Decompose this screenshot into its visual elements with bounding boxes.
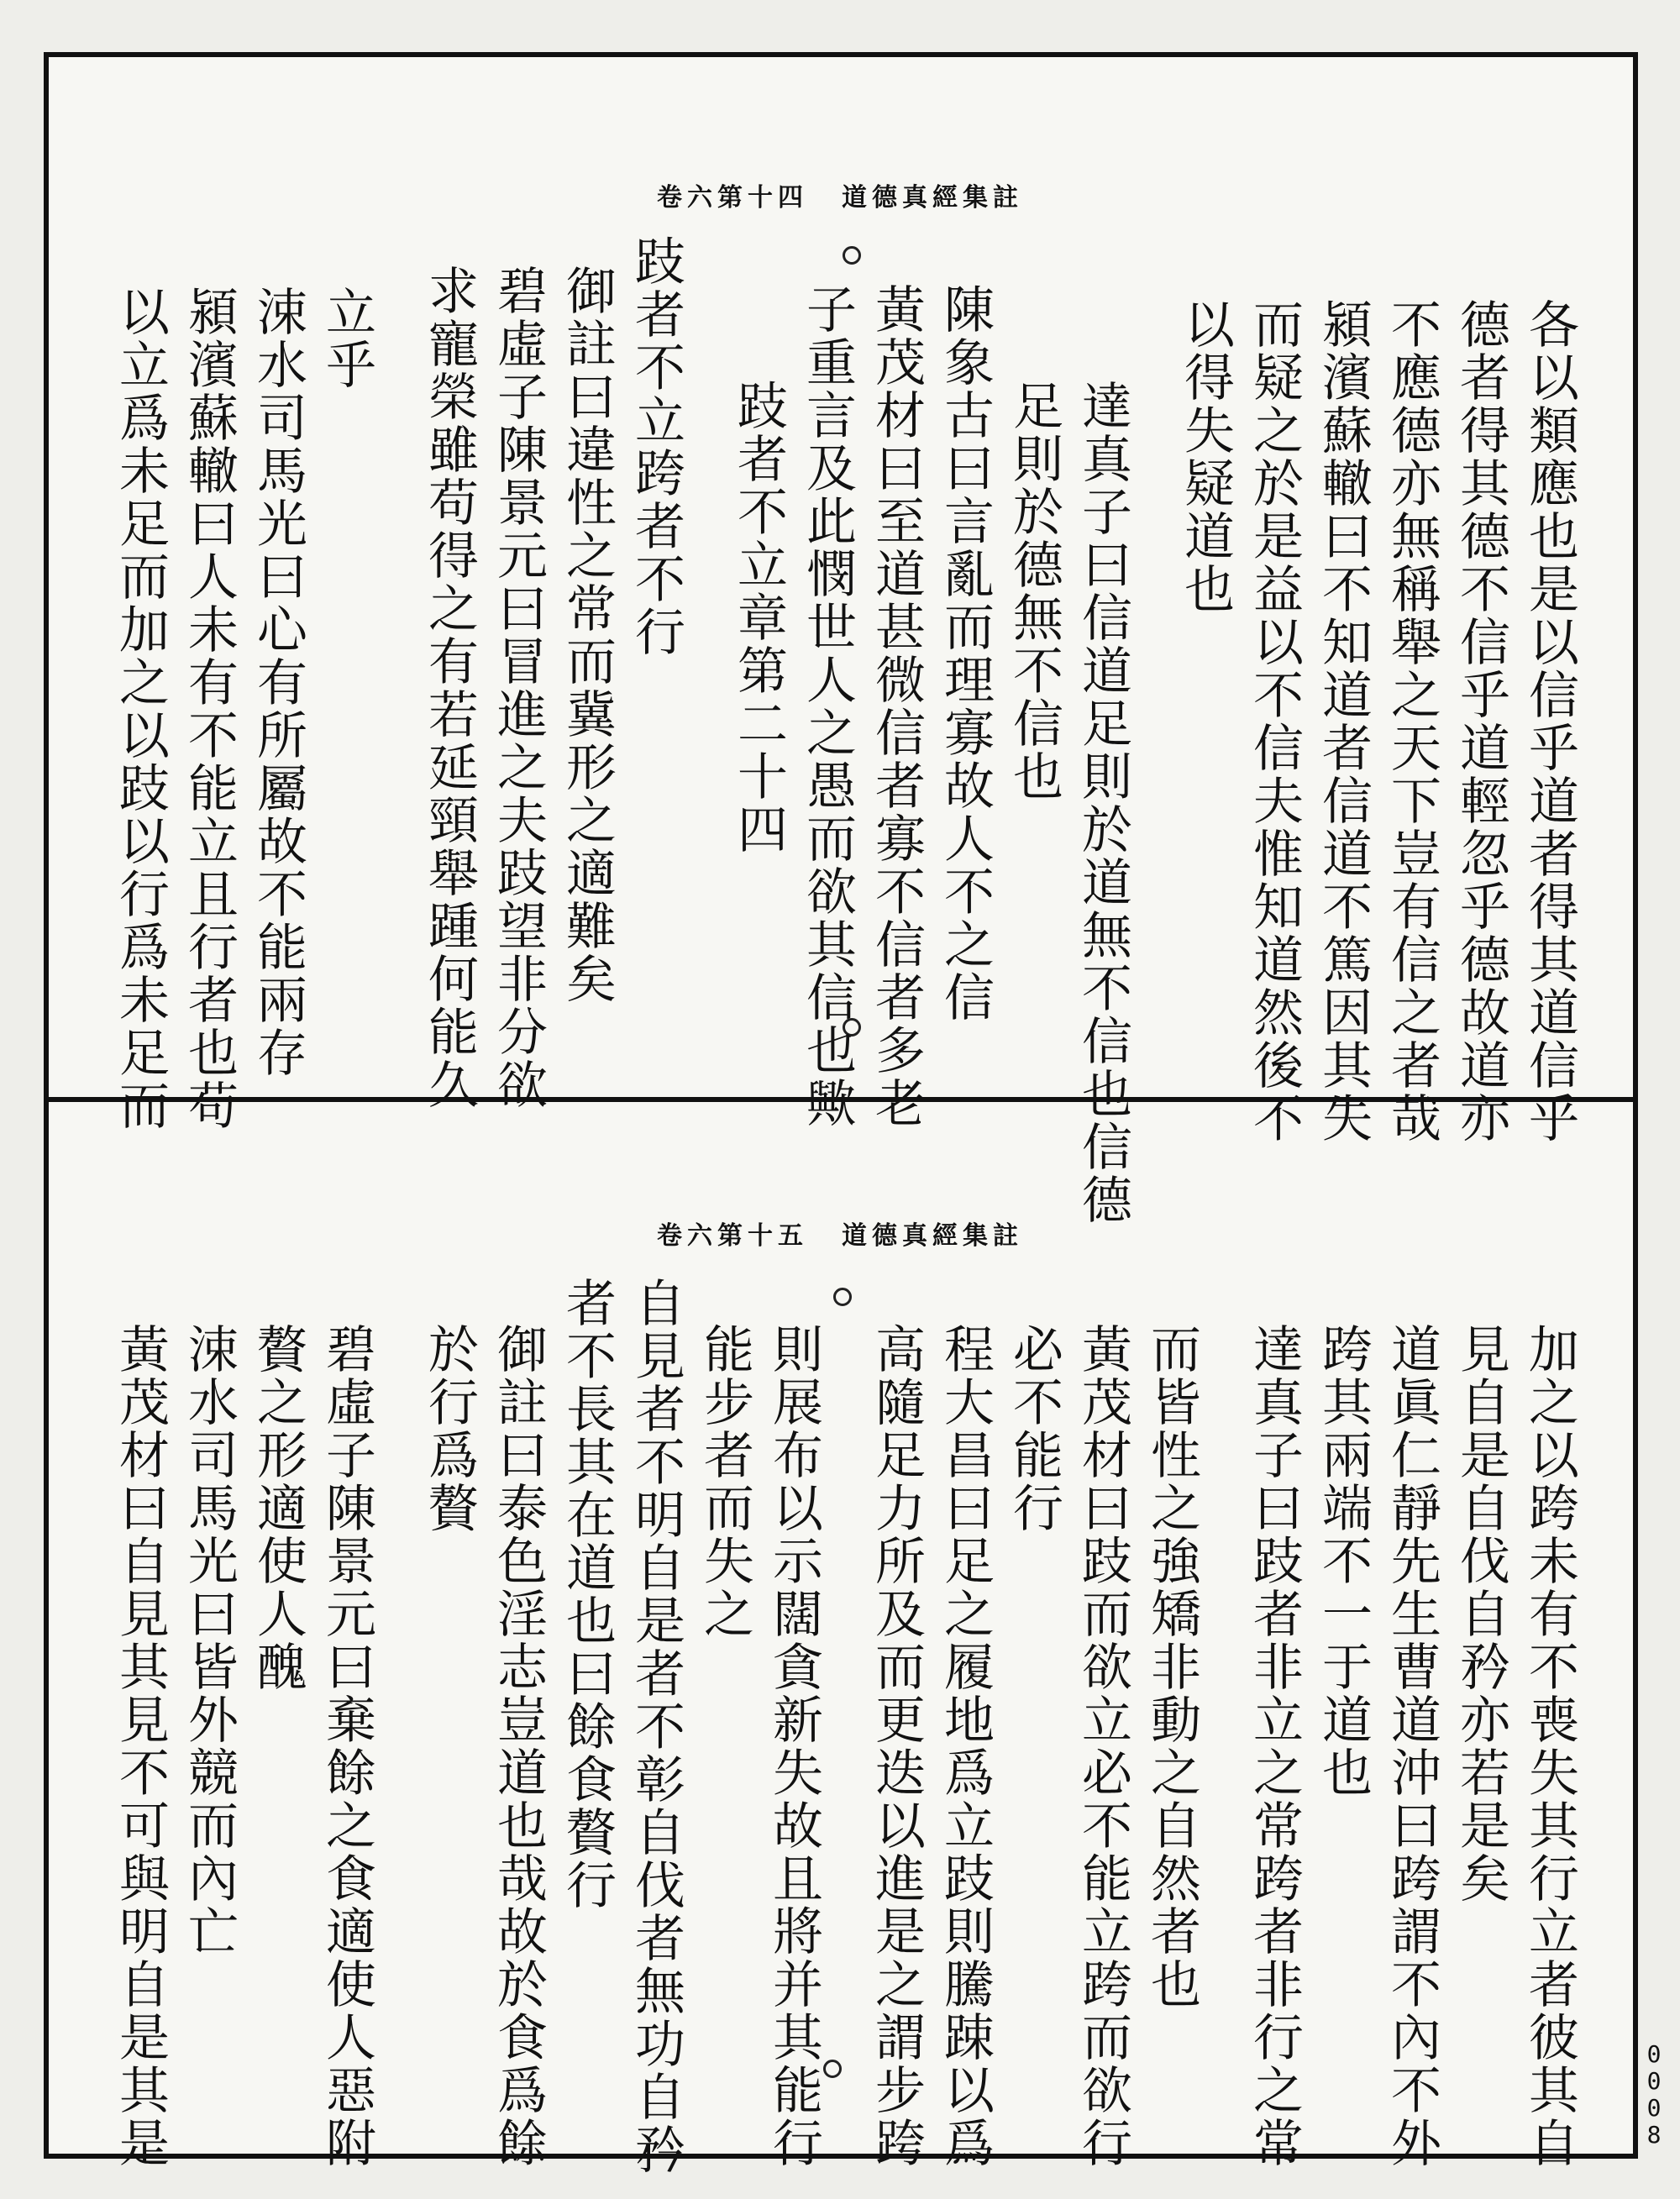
text-column: 於行爲贅 — [420, 1323, 479, 1535]
text-column: 見自是自伐自矜亦若是矣 — [1452, 1323, 1510, 1905]
text-column: 達真子曰信道足則於道無不信也信德 — [1074, 380, 1132, 1226]
page-number-digit: 0 — [1646, 2067, 1662, 2095]
text-column: 碧虛子陳景元曰冒進之夫跂望非分欲 — [489, 265, 548, 1111]
text-column: 高隨足力所及而更迭以進是之謂步跨 — [867, 1323, 926, 2170]
circle-mark — [833, 1288, 852, 1306]
top-header-volume: 卷六第十四 — [657, 183, 808, 213]
text-column: 者不長其在道也曰餘食贅行 — [558, 1277, 617, 1912]
text-column: 陳象古曰言亂而理寡故人不之信 — [936, 283, 995, 1024]
text-column: 黃茂材曰自見其見不可與明自是其是 — [111, 1323, 170, 2170]
page-number — [1640, 2041, 1668, 2149]
text-column: 贅之形適使人醜 — [249, 1323, 307, 1693]
text-column: 御註曰違性之常而冀形之適難矣 — [558, 265, 617, 1005]
text-column: 加之以跨未有不喪失其行立者彼其自 — [1520, 1323, 1579, 2170]
text-column: 御註曰泰色淫志豈道也哉故於食爲餘 — [489, 1323, 548, 2170]
text-column: 潁濱蘇轍曰不知道者信道不篤因其失 — [1314, 298, 1373, 1145]
bottom-header-title: 道德真經集註 — [842, 1221, 1023, 1251]
page-number-digit: 0 — [1646, 2040, 1662, 2068]
text-column: 涑水司馬光曰皆外競而內亡 — [180, 1323, 239, 1958]
text-column: 以得失疑道也 — [1176, 298, 1235, 616]
text-column: 潁濱蘇轍曰人未有不能立且行者也苟 — [180, 286, 239, 1132]
text-column: 跨其兩端不一于道也 — [1314, 1323, 1373, 1799]
text-column: 而疑之於是益以不信夫惟知道然後不 — [1245, 298, 1304, 1145]
text-column: 德者得其德不信乎道輕忽乎德故道亦 — [1452, 298, 1510, 1145]
text-column: 跂者不立跨者不行 — [627, 235, 685, 659]
page-number-digit: 8 — [1646, 2121, 1662, 2149]
text-column: 自見者不明自是者不彰自伐者無功自矜 — [627, 1277, 685, 2176]
text-column: 子重言及此憫世人之愚而欲其信也歟 — [798, 283, 857, 1130]
text-column: 不應德亦無稱舉之天下豈有信之者哉 — [1383, 298, 1441, 1145]
text-column: 則展布以示闊貪新失故且將并其能行 — [764, 1323, 823, 2170]
text-column: 碧虛子陳景元曰棄餘之食適使人惡附 — [318, 1323, 376, 2170]
text-column: 跂者不立章第二十四 — [729, 380, 788, 856]
text-column: 程大昌曰足之履地爲立跂則騰踈以爲 — [936, 1323, 995, 2170]
text-column: 道眞仁靜先生曹道沖曰跨謂不內不外 — [1383, 1323, 1441, 2170]
bottom-header-volume: 卷六第十五 — [657, 1221, 808, 1251]
text-column: 立乎 — [318, 286, 376, 391]
text-column: 達真子曰跂者非立之常跨者非行之常 — [1245, 1323, 1304, 2170]
page-number-digit: 0 — [1646, 2094, 1662, 2122]
text-column: 各以類應也是以信乎道者得其道信乎 — [1520, 298, 1579, 1145]
top-header — [504, 170, 1176, 220]
text-column: 黃茂材曰至道甚微信者寡不信者多老 — [867, 283, 926, 1130]
text-column: 以立爲未足而加之以跂以行爲未足而 — [111, 286, 170, 1132]
text-column: 而皆性之強矯非動之自然者也 — [1142, 1323, 1201, 2011]
text-column: 必不能行 — [1005, 1323, 1063, 1535]
text-column: 能步者而失之 — [696, 1323, 754, 1640]
text-column: 足則於德無不信也 — [1005, 380, 1063, 803]
bottom-header — [504, 1208, 1176, 1258]
text-column: 黃茂材曰跂而欲立必不能立跨而欲行 — [1074, 1323, 1132, 2170]
circle-mark — [843, 246, 861, 265]
top-header-title: 道德真經集註 — [842, 183, 1023, 213]
text-column: 求寵榮雖苟得之有若延頸舉踵何能久 — [420, 265, 479, 1111]
text-column: 涑水司馬光曰心有所屬故不能兩存 — [249, 286, 307, 1079]
